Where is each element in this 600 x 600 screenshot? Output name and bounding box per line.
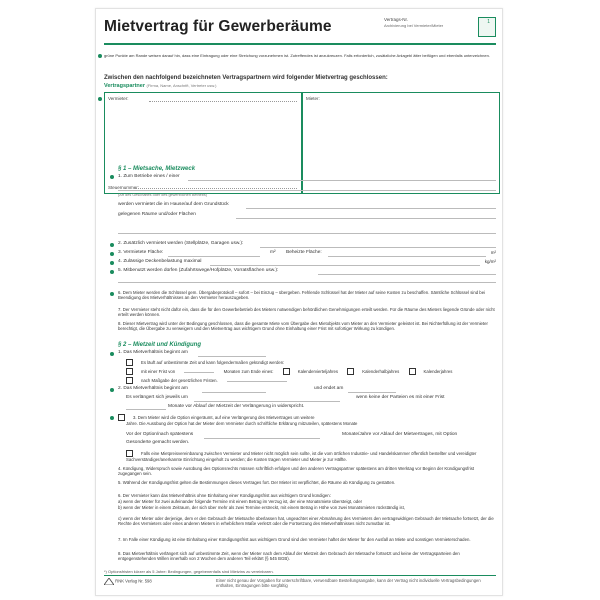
footnote: *) Optionsfristen kürzer als 5 Jahre: Bedingungen, gegebenenfalls sind Mietzins zu vereinbaren. (104, 569, 274, 574)
section2-item5: 5. Während der Kündigungsfrist gelten die Bestimmungen dieses Vertrages fort. Der Mieter ist verpflichtet, die Räume ab Kündigung zu gestatten. (118, 480, 396, 485)
checkbox[interactable] (347, 368, 354, 375)
section2-item6-a: a) wenn der Mieter für zwei aufeinander folgende Termine mit einem Betrag im Verzug ist, der eine Monatsmiete übersteigt, oder (118, 499, 363, 504)
page-badge (478, 17, 496, 37)
publisher-logo-icon (104, 578, 114, 585)
checkbox[interactable] (126, 368, 133, 375)
checkbox[interactable] (118, 414, 125, 421)
green-dot-icon (110, 388, 114, 392)
green-dot-icon (98, 97, 102, 101)
parties-intro: Zwischen den nachfolgend bezeichneten Vertragspartnern wird folgender Mietvertrag geschlossen: (104, 75, 388, 81)
green-dot-icon (110, 270, 114, 274)
section2-item4: 4. Kündigung, Widerspruch sowie Ausübung des Optionsrechts müssen schriftlich erfolgen und den anderen Vertragspartner spätestens am dritten Werktag vor Beginn der Kündigungsfrist zugegangen sein. (118, 466, 475, 477)
section1-item5[interactable]: 5. Mitbenutzt werden dürfen (Zufahrtswege/Hofplätze, Vorratsflächen usw.): (118, 268, 496, 276)
section1-item1-line2[interactable] (118, 190, 496, 191)
ref-sublabel: Archivierung bei Vermieter/Mieter (384, 23, 444, 28)
document-page (95, 8, 503, 596)
section2-opt-b[interactable]: mit einer Frist von Monaten zum Ende eines: Kalendervierteljahres Kalenderhalbjahres Kalenderjahres (126, 368, 496, 375)
tax-number-label: Steuernummer: (108, 185, 140, 190)
section1-item1-b[interactable]: gelegenen Räume und/oder Flächen (118, 212, 496, 220)
green-dot-icon (110, 261, 114, 265)
section1-item3[interactable]: 3. Vermietete Fläche: m² Beheizte Fläche: m² (118, 250, 496, 255)
green-dot-icon (98, 54, 102, 58)
checkbox[interactable] (126, 359, 133, 366)
tenant-label: Mieter: (306, 96, 320, 101)
section2-item2-e: Monate vor Ablauf der Mietzeit der Verlängerung in widerspricht. (126, 404, 496, 412)
section1-item8: 8. Dieser Mietvertrag wird unter der Bedingung geschlossen, dass die gesamte Miete vom Übergabe des Mietobjekts vom Mieter an den Vermieter geleistet ist. Bei Nichterfüllung ist der Vermieter berechtigt, die Übergabe zu verweigern und den Mietvertrag aus wichtigem Grund ohne Einhaltung einer Frist mit sofortiger Wirkung zu kündigen. (118, 321, 488, 332)
section2-item3-e: Gesonderte gemacht werden. (126, 440, 190, 445)
green-dot-icon (110, 352, 114, 356)
tax-number-line[interactable] (135, 188, 297, 189)
green-dot-icon (110, 252, 114, 256)
section2-item6-c: c) wenn der Mieter oder derjenige, dem er den Gebrauch der Mietsache überlassen hat, ungeachtet einer Abmahnung des Vermieters den vertragswidrigen Gebrauch der Mietsache fortsetzt, der die Rechte des Vermieters oder eines anderen Mieters in erheblichem Maße verletzt oder die Fortsetzung des Mietverhältnisses nicht zumutbar ist. (118, 516, 494, 527)
checkbox[interactable] (126, 377, 133, 384)
section2-item2-c[interactable]: Es verlängert sich jeweils um wenn keine der Parteien es mit einer Frist (126, 395, 445, 400)
section1-item7: 7. Der Vermieter steht nicht dafür ein, dass die für den Gewerbebetrieb des Mieters notwendigen behördlichen Genehmigungen erteilt werden. Für die Räume des Mieters liegende Gründe oder nicht erteilt werden können. (118, 307, 495, 318)
section2-item3-c[interactable]: Vor der Option/nach spätestens Monate/Jahre vor Ablauf der Mietvertrages, mit Option (126, 432, 458, 437)
footer-rule (104, 575, 496, 576)
section1-item5-line2[interactable] (118, 282, 496, 283)
document-ref-box (384, 17, 496, 43)
section2-title: § 2 – Mietzeit und Kündigung (118, 342, 201, 348)
section2-item1[interactable]: 1. Das Mietverhältnis beginnt am (118, 350, 496, 358)
section1-item6: 6. Dem Mieter werden die Schlüssel gem. Übergabeprotokoll – sofort – bei Einzug – übergeben. Fehlende Schlüssel hat der Mieter auf seine Kosten zu beschaffen. Sämtliche Schlüssel sind bei Beendigung des Mietverhältnisses an den Vermieter herauszugeben. (118, 290, 486, 301)
section2-item6-b: b) wenn der Mieter in einem Zeitraum, der sich über mehr als zwei Termine erstreckt, mit einem Betrag in Höhe von zwei Monatsmieten rückständig ist, (118, 505, 405, 510)
section2-item6: 6. Der Vermieter kann das Mietverhältnis ohne Einhaltung einer Kündigungsfrist aus wichtigem Grund kündigen: (118, 493, 331, 498)
checkbox[interactable] (283, 368, 290, 375)
green-dot-icon (110, 243, 114, 247)
section2-item3-b: Jahre. Die Ausübung der Option hat der Mieter dem Vermieter durch schriftliche Erklärung mitzuteilen, spätestens Monate (126, 421, 358, 426)
footer-brand: RNK Verlag Nr. 598 (104, 578, 152, 585)
section2-item2[interactable]: 2. Das Mietverhältnis beginnt am und endet am (118, 386, 496, 394)
page-badge-number: 1 (487, 19, 490, 25)
green-dot-icon (110, 416, 114, 420)
header-rule (104, 43, 496, 45)
section2-item8: 8. Das Mietverhältnis verlängert sich auf unbestimmte Zeit, wenn der Mieter nach dem Ablauf der Mietzeit den Gebrauch der Mietsache fortsetzt und keine der Vertragsparteien den entgegenstehenden Willen innerhalb von 2 Wochen dem anderen Teil erklärt (§ 545 BGB). (118, 551, 460, 562)
green-dot-icon (110, 292, 114, 296)
section2-opt-a[interactable]: Es läuft auf unbestimmte Zeit und kann folgendermaßen gekündigt werden: (126, 359, 496, 366)
green-dot-icon (110, 175, 114, 179)
section1-item1[interactable]: 1. Zum Betriebe eines / einer (118, 174, 496, 182)
section2-item3-f[interactable]: Falls eine Mietpreisvereinbarung zwischen Vermieter und Mieter nicht möglich sein sollte, ist die vom örtlichen Industrie- und Handelskammer öffentlich bestellter und vereidigter Sachverständiger/anerkannte Einrichtung eingeholt zu werden; die Kosten tragen Vermieter und Mieter je zur Hälfte. (126, 450, 477, 462)
landlord-input-line[interactable] (149, 96, 297, 102)
landlord-label: Vermieter: (108, 96, 129, 101)
checkbox[interactable] (409, 368, 416, 375)
section1-item1-sub: (Art des Geschäftes oder des gewerblichen Betriebs) (118, 193, 208, 197)
section1-blank-line[interactable] (118, 233, 496, 234)
parties-label: Vertragspartner (Firma, Name, Anschrift, Vertreter usw.) (104, 83, 217, 89)
section1-item4[interactable]: 4. Zulässige Deckenbelastung maximal kg/m² (118, 259, 496, 264)
section1-item2[interactable]: 2. Zusätzlich vermietet werden (Stellplätze, Garagen usw.): (118, 241, 496, 249)
section2-item7: 7. Im Falle einer Kündigung ist eine Einhaltung einer Kündigungsfrist aus wichtigem Grund sind den Vermieter haftet der Mieter für den Ausfall an Miete und sonstigen Vermieterschaden. (118, 537, 471, 542)
footer-note: Einer nicht genau der Vorgaben für unterschriftbare, verwendbare Bestellungsangabe, kann der Vertrag nicht individuelle Vertragsbedingungen enthalten, Eintragungen bitte sorgfältig (216, 578, 481, 588)
document-title: Mietvertrag für Gewerberäume (104, 18, 332, 35)
section2-item3[interactable]: 3. Dem Mieter wird die Option eingeräumt, auf eine Verlängerung des Mietvertrages um weitere (118, 414, 496, 421)
intro-text: grüne Punkte am Rande weisen darauf hin, dass eine Eintragung oder eine Streichung vorzunehmen ist. Zutreffendes ist anzukreuzen. Falls erforderlich, zusätzliche Anlagebl ätter beifügen und ebenfalls unterzeichnen. (104, 53, 494, 58)
checkbox[interactable] (126, 450, 133, 457)
ref-label: Vertrags-Nr. (384, 17, 409, 22)
section2-opt-c[interactable]: nach Maßgabe der gesetzlichen Fristen. (126, 377, 496, 384)
section1-item1-a[interactable]: werden vermietet die im Hause/auf dem Grundstück (118, 202, 496, 210)
section1-title: § 1 – Mietsache, Mietzweck (118, 166, 196, 172)
